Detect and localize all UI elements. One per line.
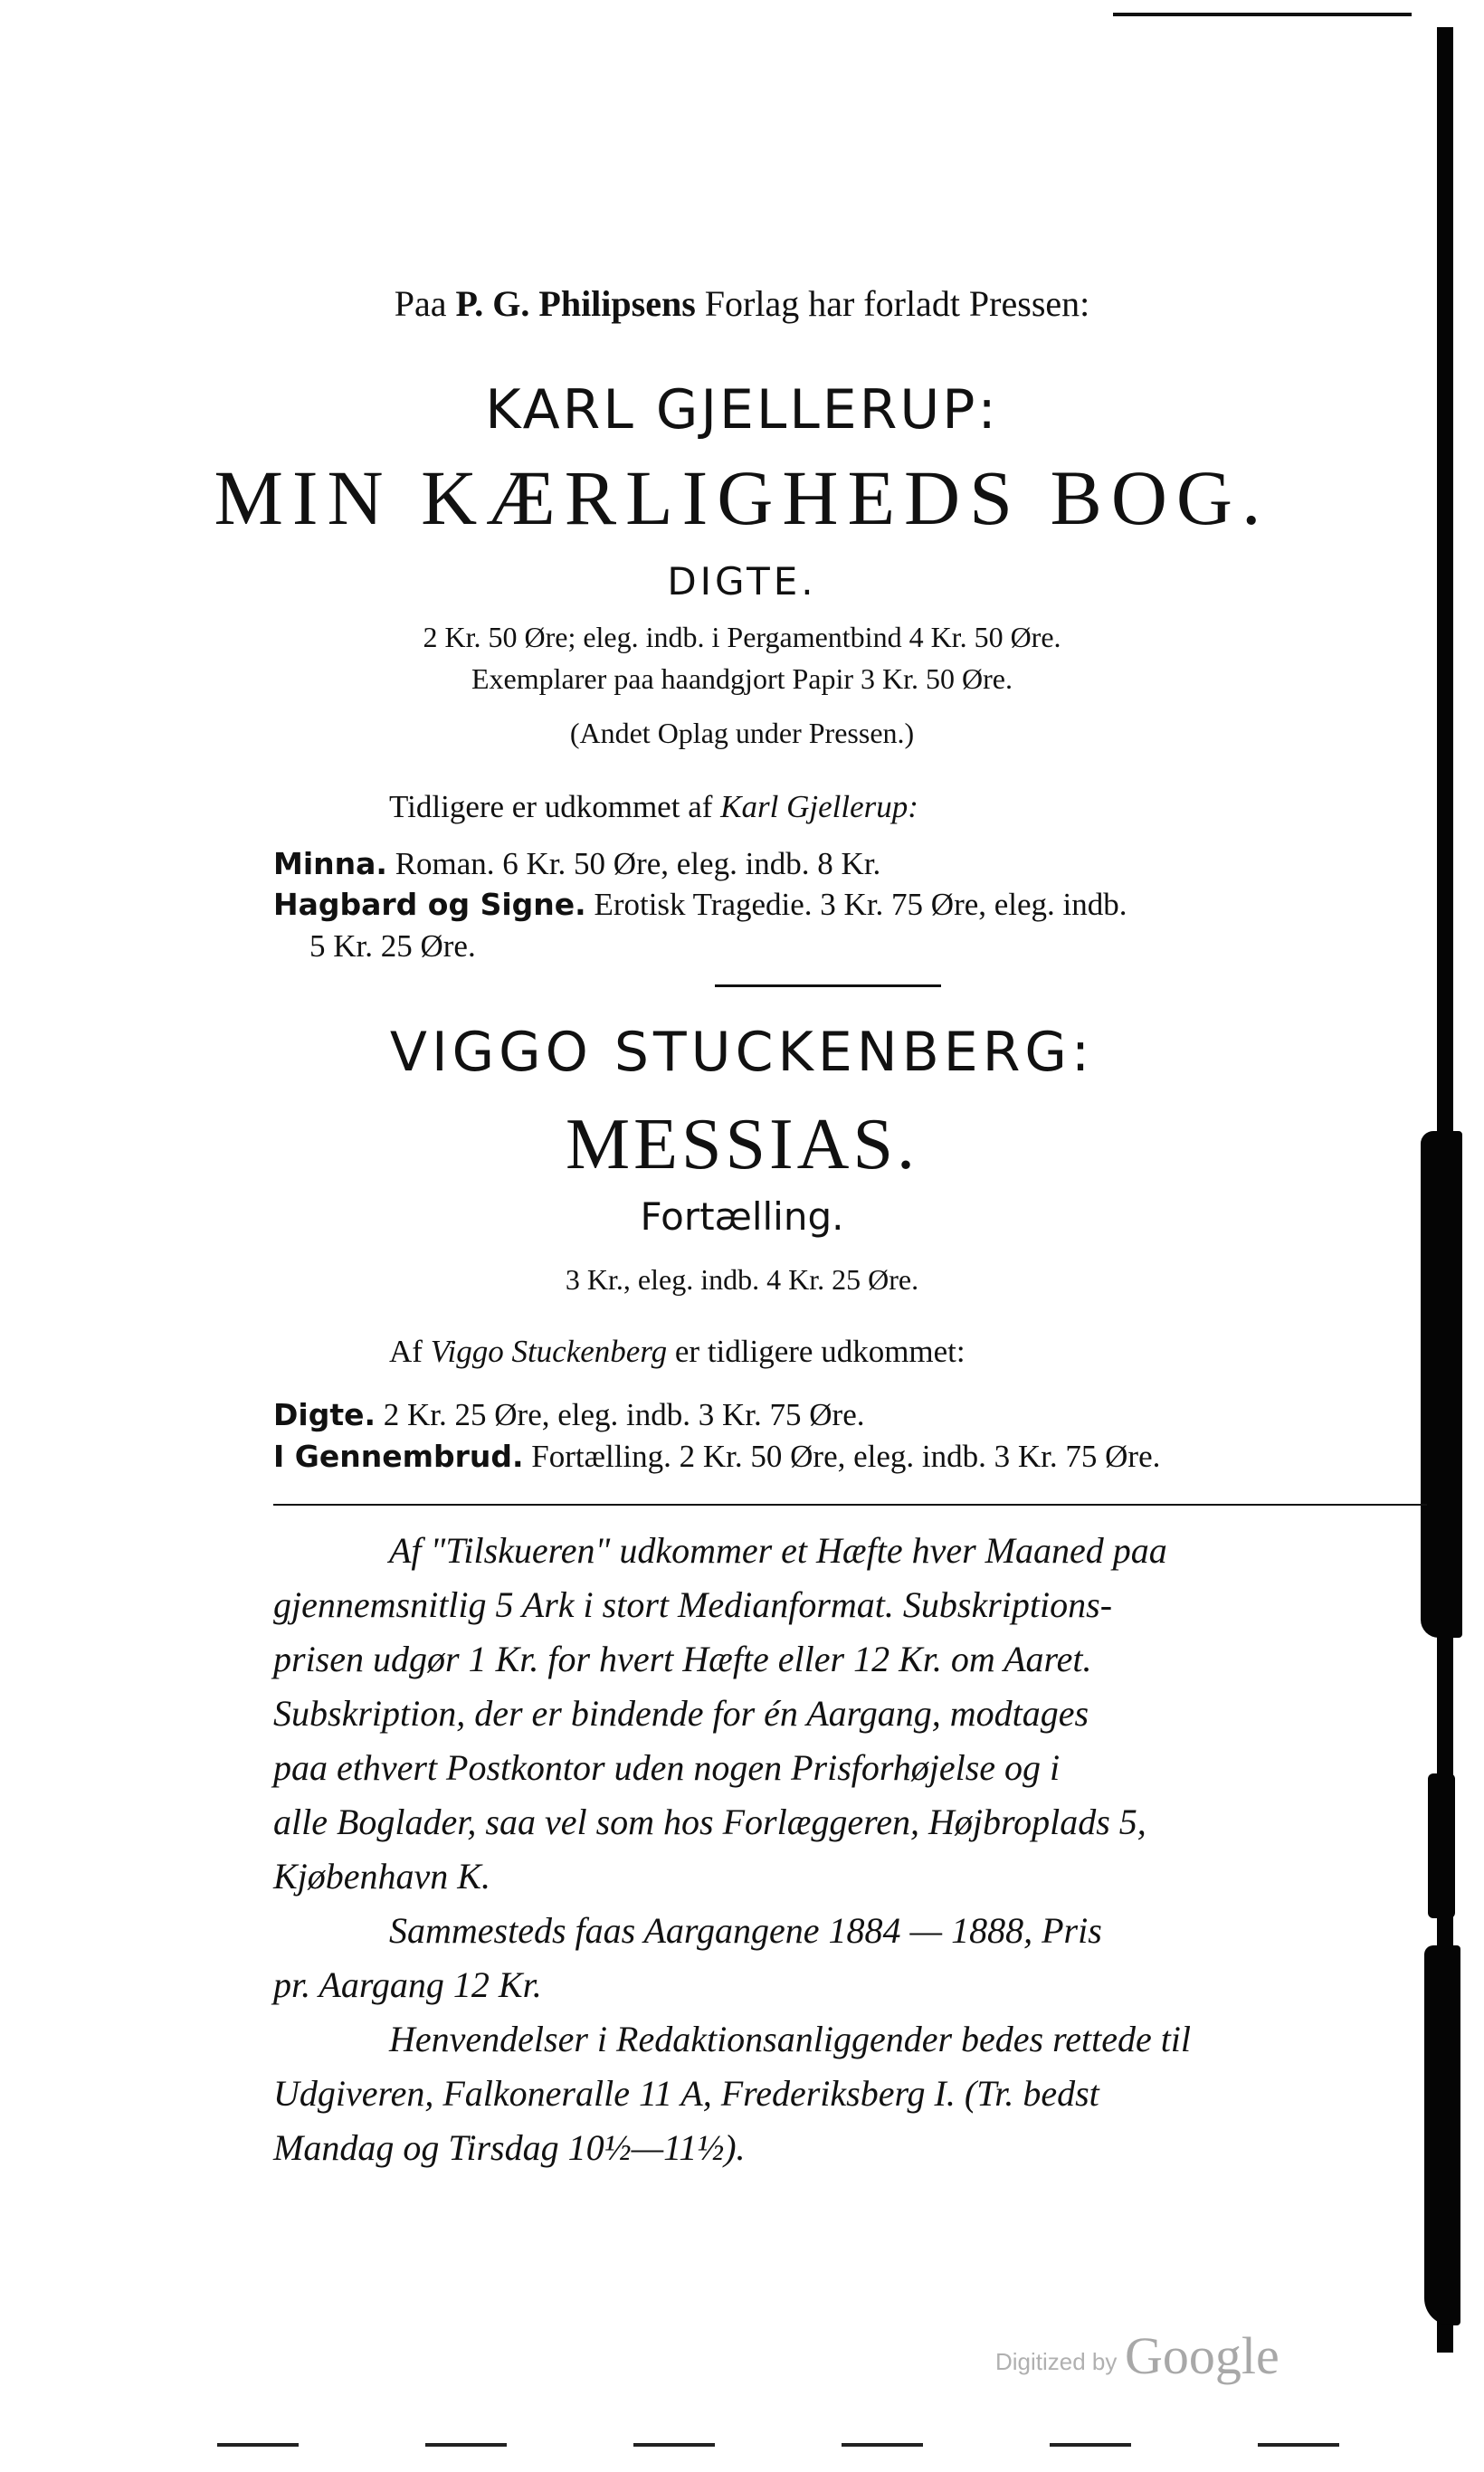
book-1-price-line-2: Exemplarer paa haandgjort Papir 3 Kr. 50 Øre.: [471, 662, 1013, 695]
book-1-previous-intro: [389, 789, 918, 825]
publisher-suffix: Forlag har forladt Pressen:: [704, 283, 1090, 324]
notice-line: pr. Aargang 12 Kr.: [273, 1964, 542, 2005]
publisher-line: [0, 282, 1484, 325]
book-1-title: MIN KÆRLIGHEDS BOG.: [214, 454, 1270, 541]
notice-line: alle Boglader, saa vel som hos Forlæggeren, Højbroplads 5,: [273, 1802, 1146, 1842]
previous-work-hagbard: [273, 887, 1127, 923]
work-title: Minna.: [273, 846, 387, 881]
previous-work-gennembrud: [273, 1439, 1160, 1475]
previous-work-minna: [273, 846, 880, 882]
notice-line: Mandag og Tirsdag 10½—11½).: [273, 2127, 746, 2168]
notice-line: gjennemsnitlig 5 Ark i stort Medianformat. Subskriptions-: [273, 1584, 1113, 1625]
notice-line: Udgiveren, Falkoneralle 11 A, Frederiksberg I. (Tr. bedst: [273, 2073, 1099, 2114]
work-details: Erotisk Tragedie. 3 Kr. 75 Øre, eleg. indb.: [594, 887, 1127, 922]
publisher-prefix: Paa: [394, 283, 447, 324]
work-title: I Gennembrud.: [273, 1439, 524, 1474]
notice-divider: [273, 1504, 1427, 1506]
previous-prefix: Af: [389, 1334, 423, 1369]
previous-intro-text: Tidligere er udkommet af: [389, 789, 713, 824]
work-details: 2 Kr. 25 Øre, eleg. indb. 3 Kr. 75 Øre.: [383, 1397, 865, 1432]
work-details: Fortælling. 2 Kr. 50 Øre, eleg. indb. 3 Kr. 75 Øre.: [531, 1439, 1161, 1474]
digitized-by-label: Digitized by: [995, 2348, 1118, 2375]
book-2-author: VIGGO STUCKENBERG:: [389, 1021, 1095, 1084]
notice-line: Af "Tilskueren" udkommer et Hæfte hver Maaned paa: [389, 1530, 1167, 1571]
previous-author: Viggo Stuckenberg: [430, 1334, 668, 1369]
book-2-title: MESSIAS.: [566, 1105, 918, 1184]
scan-edge-rule: [1113, 13, 1412, 16]
previous-work-hagbard-price: 5 Kr. 25 Øre.: [309, 928, 476, 964]
google-logo: Google: [1125, 2326, 1279, 2385]
previous-suffix: er tidligere udkommet:: [674, 1334, 966, 1369]
work-title: Hagbard og Signe.: [273, 887, 586, 922]
notice-line: Subskription, der er bindende for én Aargang, modtages: [273, 1693, 1089, 1734]
scan-bottom-marks: [217, 2443, 1466, 2447]
previous-author: Karl Gjellerup:: [720, 789, 918, 824]
book-1-genre: DIGTE.: [667, 559, 817, 604]
book-2-price: 3 Kr., eleg. indb. 4 Kr. 25 Øre.: [565, 1263, 919, 1296]
work-details: Roman. 6 Kr. 50 Øre, eleg. indb. 8 Kr.: [395, 846, 881, 881]
book-2-genre: Fortælling.: [640, 1194, 844, 1239]
section-divider: [715, 984, 941, 987]
book-1-author: KARL GJELLERUP:: [485, 378, 999, 442]
notice-line: prisen udgør 1 Kr. for hvert Hæfte eller 12 Kr. om Aaret.: [273, 1639, 1092, 1679]
notice-line: Sammesteds faas Aargangene 1884 — 1888, Pris: [389, 1910, 1102, 1951]
scan-edge-blot: [1424, 1945, 1460, 2325]
book-1-price-line-1: 2 Kr. 50 Øre; eleg. indb. i Pergamentbind 4 Kr. 50 Øre.: [423, 621, 1061, 653]
previous-work-digte: [273, 1397, 864, 1433]
book-2-previous-intro: [389, 1334, 966, 1370]
book-1-note: (Andet Oplag under Pressen.): [569, 717, 915, 749]
work-title: Digte.: [273, 1397, 376, 1432]
notice-line: paa ethvert Postkontor uden nogen Prisforhøjelse og i: [273, 1747, 1061, 1788]
publisher-name: P. G. Philipsens: [455, 283, 696, 324]
scan-edge-blot: [1428, 1773, 1455, 1918]
notice-line: Kjøbenhavn K.: [273, 1856, 490, 1897]
notice-line: Henvendelser i Redaktionsanliggender bedes rettede til: [389, 2019, 1192, 2059]
